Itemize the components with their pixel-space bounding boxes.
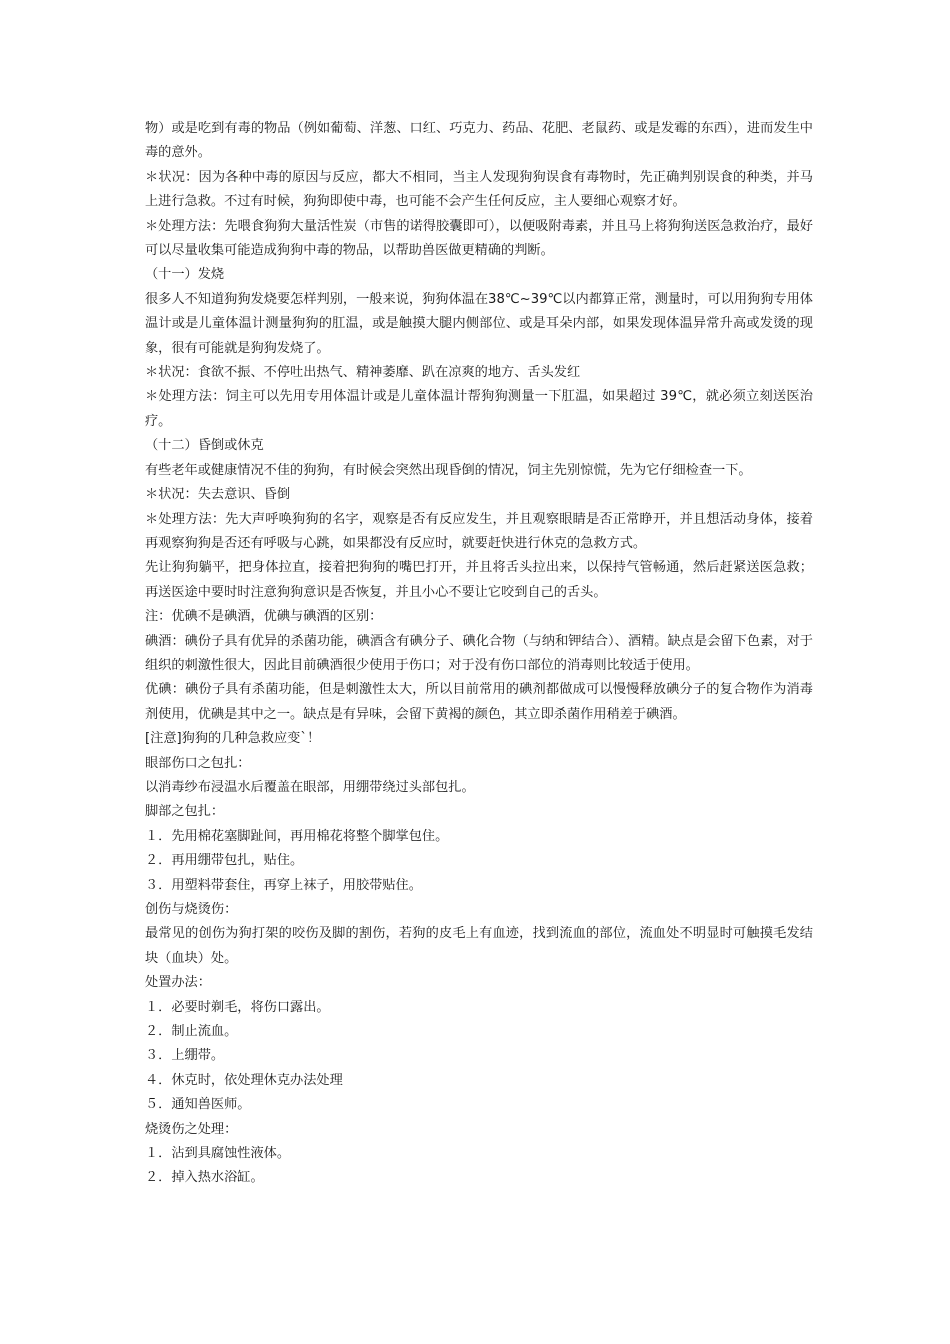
list-item: ４．休克时，依处理休克办法处理	[145, 1072, 343, 1088]
list-item: １．沾到具腐蚀性液体。	[145, 1146, 291, 1162]
paragraph: ＊处理方法：饲主可以先用专用体温计或是儿童体温计帮狗狗测量一下肛温，如果超过 39℃，就必须立刻送医治疗。	[145, 389, 813, 429]
paragraph: 以消毒纱布浸温水后覆盖在眼部，用绷带绕过头部包扎。	[145, 779, 475, 795]
paragraph: ＊处理方法：先大声呼唤狗狗的名字，观察是否有反应发生，并且观察眼睛是否正常睁开，并且想活动身体，接着再观察狗狗是否还有呼吸与心跳，如果都没有反应时，就要赶快进行休克的急救方式。	[145, 511, 813, 551]
subheading: 烧烫伤之处理：	[145, 1121, 238, 1137]
paragraph: ＊状况：食欲不振、不停吐出热气、精神萎靡、趴在凉爽的地方、舌头发红	[145, 365, 581, 381]
list-item: ３．上绷带。	[145, 1048, 225, 1064]
list-item: ２．掉入热水浴缸。	[145, 1170, 264, 1186]
paragraph: ＊处理方法：先喂食狗狗大量活性炭（市售的诺得胶囊即可），以便吸附毒素，并且马上将狗狗送医急救治疗，最好可以尽量收集可能造成狗狗中毒的物品，以帮助兽医做更精确的判断。	[145, 218, 813, 259]
paragraph: 很多人不知道狗狗发烧要怎样判别，一般来说，狗狗体温在38℃~39℃以内都算正常，测量时，可以用狗狗专用体温计或是儿童体温计测量狗狗的肛温，或是触摸大腿内侧部位、或是耳朵内部，如果发现体温异常升高或发烫的现象，很有可能就是狗狗发烧了。	[145, 291, 813, 356]
list-item: ５．通知兽医师。	[145, 1097, 251, 1113]
note-heading: 注：优碘不是碘酒，优碘与碘酒的区别：	[145, 609, 383, 625]
section-heading: （十一）发烧	[145, 267, 225, 283]
paragraph: 优碘：碘份子具有杀菌功能，但是刺激性太大，所以目前常用的碘剂都做成可以慢慢释放碘分子的复合物作为消毒剂使用，优碘是其中之一。缺点是有异味，会留下黄褐的颜色，其立即杀菌作用稍差于碘酒。	[145, 682, 813, 722]
paragraph: 最常见的创伤为狗打架的咬伤及脚的割伤，若狗的皮毛上有血迹，找到流血的部位，流血处不明显时可触摸毛发结块（血块）处。	[145, 926, 813, 966]
paragraph: 有些老年或健康情况不佳的狗狗，有时候会突然出现昏倒的情况，饲主先别惊慌，先为它仔细检查一下。	[145, 462, 752, 478]
list-item: １．必要时剃毛，将伤口露出。	[145, 999, 330, 1015]
paragraph: ＊状况：失去意识、昏倒	[145, 487, 291, 503]
subheading: 处置办法：	[145, 975, 211, 991]
list-item: ２．再用绷带包扎，贴住。	[145, 853, 304, 869]
list-item: ３．用塑料带套住，再穿上袜子，用胶带贴住。	[145, 877, 422, 893]
list-item: １．先用棉花塞脚趾间，再用棉花将整个脚掌包住。	[145, 828, 449, 844]
paragraph: 先让狗狗躺平，把身体拉直，接着把狗狗的嘴巴打开，并且将舌头拉出来，以保持气管畅通，然后赶紧送医急救；再送医途中要时时注意狗狗意识是否恢复，并且小心不要让它咬到自己的舌头。	[145, 560, 813, 600]
subheading: 创伤与烧烫伤：	[145, 902, 238, 917]
subheading: 眼部伤口之包扎：	[145, 755, 251, 771]
paragraph: 碘酒：碘份子具有优异的杀菌功能，碘酒含有碘分子、碘化合物（与纳和钾结合）、酒精。缺点是会留下色素，对于组织的刺激性很大，因此目前碘酒很少使用于伤口；对于没有伤口部位的消毒则比较适于使用。	[145, 633, 813, 673]
section-heading: （十二）昏倒或休克	[145, 438, 264, 454]
section-heading: [注意]狗狗的几种急救应变`！	[145, 731, 321, 747]
paragraph: ＊状况：因为各种中毒的原因与反应，都大不相同，当主人发现狗狗误食有毒物时，先正确判别误食的种类，并马上进行急救。不过有时候，狗狗即使中毒，也可能不会产生任何反应，主人要细心观察才好。	[145, 169, 813, 210]
list-item: ２．制止流血。	[145, 1024, 238, 1040]
document-body	[145, 117, 813, 1191]
paragraph: 物）或是吃到有毒的物品（例如葡萄、洋葱、口红、巧克力、药品、花肥、老鼠药、或是发霉的东西），进而发生中毒的意外。	[145, 121, 813, 161]
subheading: 脚部之包扎：	[145, 804, 225, 820]
